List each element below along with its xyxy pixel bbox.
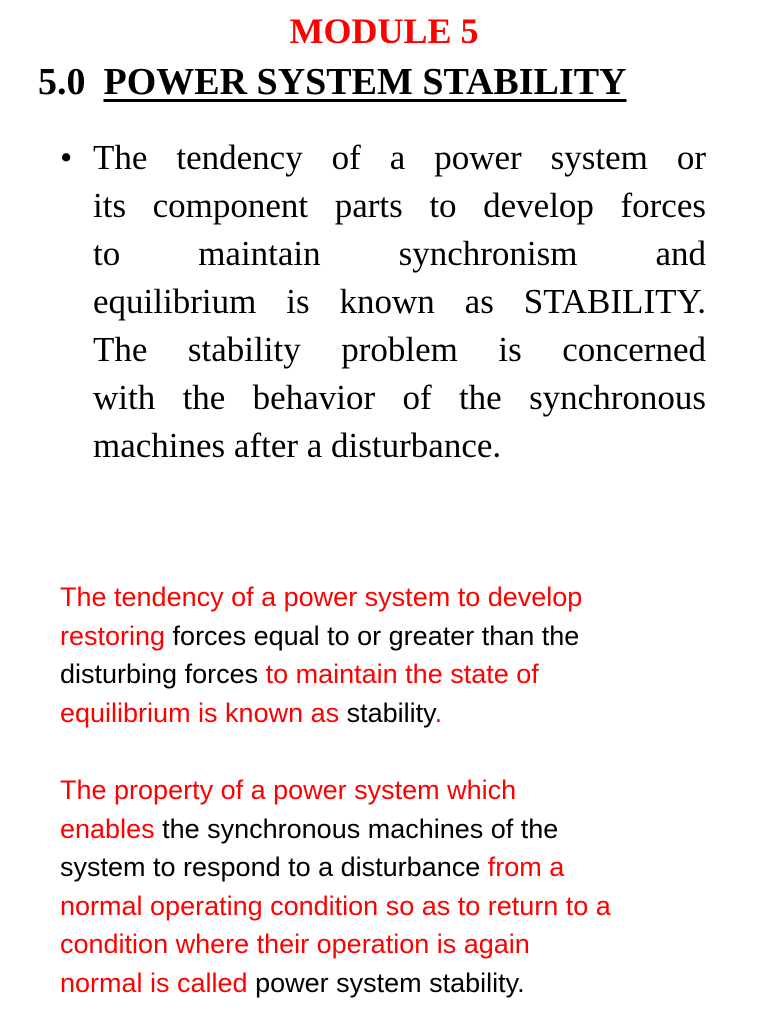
- section-title: POWER SYSTEM STABILITY: [103, 61, 627, 103]
- paragraph-line: [60, 810, 740, 849]
- bullet-line: equilibrium is known as STABILITY.: [93, 282, 706, 321]
- highlighted-text: The property of a power system which: [60, 775, 517, 805]
- plain-text: power system stability.: [255, 967, 525, 998]
- bullet-line: machines after a disturbance.: [93, 426, 502, 465]
- highlighted-text: enables: [60, 813, 155, 844]
- paragraph-line: [60, 925, 740, 964]
- bullet-text: [93, 134, 706, 470]
- stability-property-paragraph: [60, 771, 740, 1002]
- plain-text: system to respond to a disturbance: [60, 852, 488, 882]
- module-title: MODULE 5: [289, 11, 479, 51]
- section-heading: [38, 58, 626, 106]
- paragraph-line: [60, 771, 740, 810]
- highlighted-text: equilibrium is known as: [60, 697, 347, 728]
- highlighted-text: .: [434, 697, 443, 728]
- highlighted-text: to maintain the state of: [265, 659, 539, 689]
- bullet-line: with the behavior of the synchronous: [93, 378, 706, 417]
- highlighted-text: condition where their operation is again: [60, 929, 530, 959]
- stability-definition-paragraph: [60, 578, 740, 732]
- paragraph-line: [60, 617, 740, 656]
- highlighted-text: restoring: [60, 620, 166, 651]
- plain-text: forces equal to or greater than the: [165, 620, 580, 651]
- highlighted-text: from a: [487, 852, 565, 882]
- bullet-line: its component parts to develop forces: [93, 186, 706, 225]
- plain-text: the synchronous machines of the: [154, 813, 559, 844]
- bullet-line: The tendency of a power system or: [93, 138, 706, 177]
- paragraph-line: [60, 655, 740, 694]
- bullet-line: to maintain synchronism and: [93, 234, 706, 273]
- paragraph-line: [60, 848, 740, 887]
- plain-text: stability: [346, 697, 435, 728]
- highlighted-text: normal operating condition so as to return to a: [60, 890, 611, 921]
- highlighted-text: normal is called: [60, 967, 256, 998]
- section-number: 5.0: [38, 61, 86, 103]
- definition-bullet: [60, 134, 706, 470]
- bullet-marker: •: [60, 138, 73, 177]
- paragraph-line: [60, 694, 740, 733]
- paragraph-line: [60, 578, 740, 617]
- highlighted-text: The tendency of a power system to develop: [60, 582, 583, 612]
- paragraph-line: [60, 887, 740, 926]
- paragraph-line: [60, 964, 740, 1003]
- bullet-line: The stability problem is concerned: [93, 330, 706, 369]
- plain-text: disturbing forces: [60, 659, 266, 689]
